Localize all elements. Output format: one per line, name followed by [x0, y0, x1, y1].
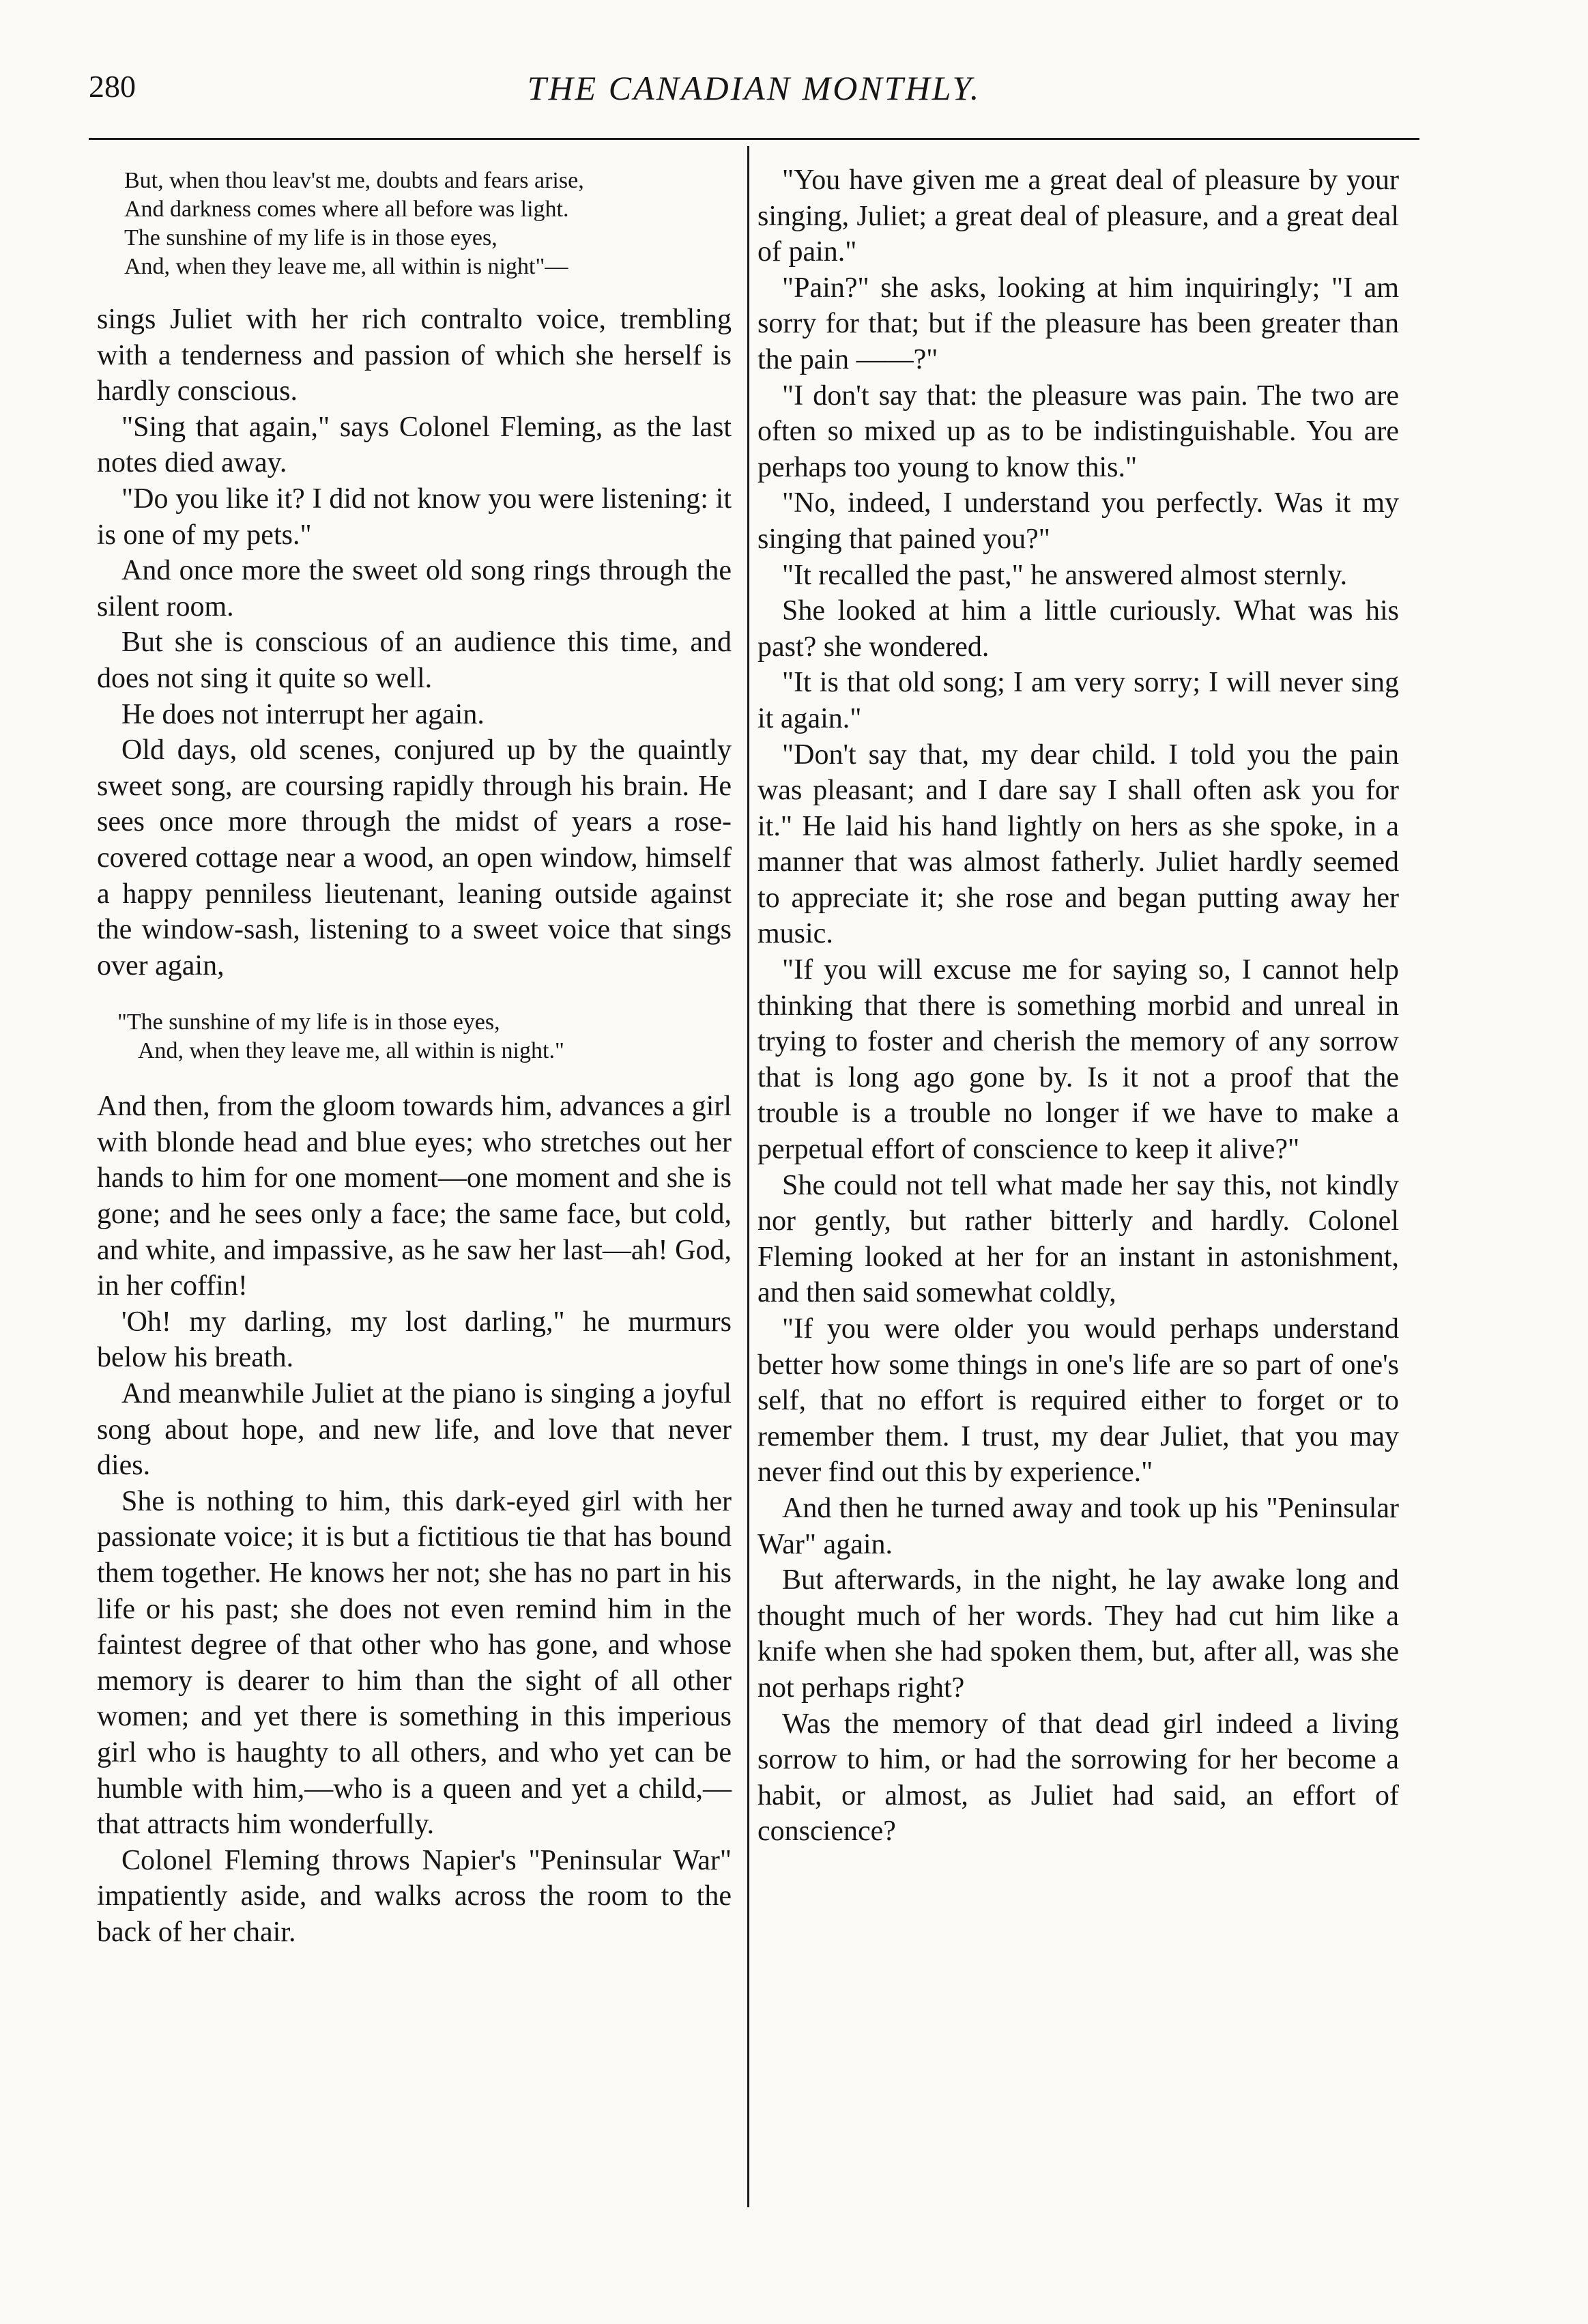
paragraph: "Don't say that, my dear child. I told you the pain was pleasant; and I dare say I shall often ask you for it." He laid his hand lightly on hers as she spoke, in a manner that was almost fatherly. Juliet hardly seemed to appreciate it; she rose and began putting away her music.	[757, 738, 1399, 950]
paragraph: "It is that old song; I am very sorry; I will never sing it again."	[757, 667, 1399, 734]
paragraph: "It recalled the past," he answered almost sternly.	[782, 559, 1348, 591]
paragraph: Colonel Fleming throws Napier's "Peninsular War" impatiently aside, and walks across the room to the back of her chair.	[97, 1844, 732, 1948]
paragraph: And then he turned away and took up his "Peninsular War" again.	[757, 1492, 1399, 1560]
paragraph: And then, from the gloom towards him, advances a girl with blonde head and blue eyes; who stretches out her hands to him for one moment—one moment and she is gone; and he sees only a face; the same face, but cold, and white, and impassive, as he saw her last—ah! God, in her coffin!	[97, 1091, 732, 1302]
paragraph: She could not tell what made her say this, not kindly nor gently, but rather bitterly and hardly. Colonel Fleming looked at her for an instant in astonishment, and then said somewhat coldly,	[757, 1169, 1399, 1309]
paragraph: And meanwhile Juliet at the piano is singing a joyful song about hope, and new life, and love that never dies.	[97, 1378, 732, 1482]
paragraph: She looked at him a little curiously. What was his past? she wondered.	[757, 595, 1399, 663]
paragraph: He does not interrupt her again.	[121, 698, 485, 730]
header-rule	[89, 138, 1419, 140]
paragraph: "I don't say that: the pleasure was pain. The two are often so mixed up as to be indistinguishable. You are perhaps too young to know this."	[757, 379, 1399, 483]
paragraph: Old days, old scenes, conjured up by the quaintly sweet song, are coursing rapidly through his brain. He sees once more through the midst of years a rose-covered cottage near a wood, an open window, himself a happy penniless lieutenant, leaning outside against the window-sash, listening to a sweet voice that sings over again,	[97, 734, 732, 981]
verse-quote	[97, 1008, 732, 1065]
verse-line: But, when thou leav'st me, doubts and fears arise,	[124, 168, 584, 193]
page-header	[89, 68, 1419, 123]
right-column	[757, 162, 1399, 1850]
left-column	[97, 162, 732, 1951]
running-title: THE CANADIAN MONTHLY.	[527, 69, 981, 107]
paragraph: But she is conscious of an audience this time, and does not sing it quite so well.	[97, 627, 732, 694]
verse-line: The sunshine of my life is in those eyes,	[124, 225, 497, 250]
paragraph: sings Juliet with her rich contralto voice, trembling with a tenderness and passion of which she herself is hardly conscious.	[97, 304, 732, 407]
page-number: 280	[89, 69, 136, 104]
verse-line: And darkness comes where all before was light.	[124, 197, 569, 222]
verse-line: And, when they leave me, all within is night"—	[124, 254, 568, 279]
verse-stanza	[97, 167, 732, 281]
column-divider	[747, 146, 749, 2207]
verse-line: "The sunshine of my life is in those eyes,	[117, 1009, 500, 1035]
paragraph: "If you were older you would perhaps understand better how some things in one's life are so part of one's self, that no effort is required either to forget or to remember them. I trust, my dear Juliet, that you may never find out this by experience."	[757, 1313, 1399, 1489]
paragraph: 'Oh! my darling, my lost darling," he murmurs below his breath.	[97, 1306, 732, 1374]
paragraph: "Do you like it? I did not know you were listening: it is one of my pets."	[97, 483, 732, 551]
paragraph: "Sing that again," says Colonel Fleming, as the last notes died away.	[97, 411, 732, 479]
paragraph: And once more the sweet old song rings through the silent room.	[97, 555, 732, 622]
paragraph: Was the memory of that dead girl indeed a living sorrow to him, or had the sorrowing for her become a habit, or almost, as Juliet had said, an effort of conscience?	[757, 1708, 1399, 1848]
verse-line: And, when they leave me, all within is night."	[138, 1038, 564, 1064]
paragraph: "No, indeed, I understand you perfectly. Was it my singing that pained you?"	[757, 487, 1399, 555]
paragraph: She is nothing to him, this dark-eyed girl with her passionate voice; it is but a fictitious tie that has bound them together. He knows her not; she has no part in his life or his past; she does not even remind him in the faintest degree of that other who has gone, and whose memory is dearer to him than the sight of all other women; and yet there is something in this imperious girl who is haughty to all others, and who yet can be humble with him,—who is a queen and yet a child,—that attracts him wonderfully.	[97, 1485, 732, 1841]
paragraph: "You have given me a great deal of pleasure by your singing, Juliet; a great deal of pleasure, and a great deal of pain."	[757, 164, 1399, 268]
paragraph: "If you will excuse me for saying so, I cannot help thinking that there is something morbid and unreal in trying to foster and cherish the memory of any sorrow that is long ago gone by. Is it not a proof that the trouble is a trouble no longer if we have to make a perpetual effort of conscience to keep it alive?"	[757, 954, 1399, 1166]
paragraph: "Pain?" she asks, looking at him inquiringly; "I am sorry for that; but if the pleasure has been greater than the pain ——?"	[757, 272, 1399, 375]
paragraph: But afterwards, in the night, he lay awake long and thought much of her words. They had cut him like a knife when she had spoken them, but, after all, was she not perhaps right?	[757, 1564, 1399, 1704]
